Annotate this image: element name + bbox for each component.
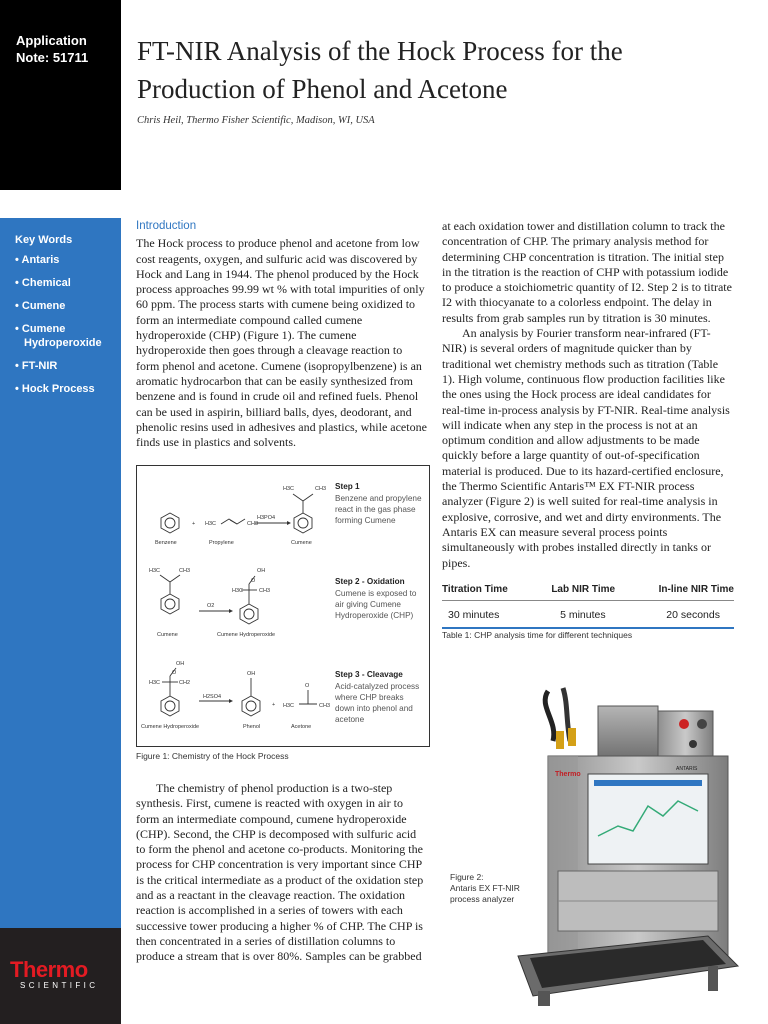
- step-3-desc: acetone: [335, 715, 365, 724]
- table-header-cell: Lab NIR Time: [551, 584, 616, 595]
- label-cumene-hydroperoxide: Cumene Hydroperoxide: [141, 724, 200, 730]
- keyword-item: • Cumene: [15, 300, 66, 312]
- label-h3c: H3C: [149, 680, 161, 686]
- cumene-ring: [161, 594, 179, 614]
- label-phenol: Phenol: [243, 724, 261, 730]
- page-title: FT-NIR Analysis of the Hock Process for the Production of Phenol and Acetone: [137, 36, 623, 104]
- intro-paragraph: The Hock process to produce phenol and acetone from low cost reagents, oxygen, and sulfuric acid was discovered by Hock and Lang in 1944. The phenol produced by the Hock process approaches 99.99 wt % with total impurities of only 60 ppm. The process starts with cumene being oxidized to form an intermediate compound called cumene hydroperoxide (CHP) (Figure 1). The cumene hydroperoxide then goes through a cleavage reaction to form phenol and acetone. Cumene (isopropylbenzene) is an aromatic hydrocarbon that can be easily synthesized from benzene and is found in crude oil and refined fuels. Phenol can be used in aspirin, billiard balls, dyes, deodorant, and phenolic resins used in adhesives and plastics, while acetone finds use in plastics and solvents.: [136, 236, 427, 450]
- label-propylene: Propylene: [209, 540, 234, 546]
- step-1-desc: Benzene and propylene: [335, 494, 422, 503]
- label-oh: OH: [176, 661, 185, 667]
- analysis-section: [442, 219, 734, 571]
- figure-2-caption: Figure 2: Antaris EX FT-NIR process analyzer: [450, 872, 520, 904]
- label-cumene: Cumene: [157, 632, 178, 638]
- step-3-desc: where CHP breaks: [335, 693, 404, 702]
- label-h3c: H3C: [283, 703, 295, 709]
- thermo-logo: Thermo: [10, 957, 88, 982]
- indicator-light-icon: [679, 719, 689, 729]
- keyword-item: • FT-NIR: [15, 360, 58, 372]
- table-1-caption: Table 1: CHP analysis time for different techniques: [442, 630, 633, 640]
- label-catalyst-h2so4: H2SO4: [203, 694, 222, 700]
- step-1-desc: forming Cumene: [335, 516, 396, 525]
- label-ch3: CH3: [319, 703, 331, 709]
- figure-1-caption: Figure 1: Chemistry of the Hock Process: [136, 751, 289, 761]
- analysis-time-table: [442, 584, 734, 629]
- benzene-ring: [161, 513, 179, 533]
- sidebar: [0, 0, 121, 1024]
- keywords-title: Key Words: [15, 234, 73, 246]
- analyzer-brand-label: Thermo: [555, 771, 581, 778]
- body-paragraph: at each oxidation tower and distillation column to track the concentration of CHP. The primary analysis method for determining CHP concentration is titration. The initial step in the titration is the reaction of CHP with potassium iodide to produce a stoichiometric quantity of I2. Step 2 is to titrate I2 with thiocyanate to a colorless endpoint. The delay in results from grab samples run by titration is 30 minutes.: [442, 219, 732, 325]
- label-reagent-o2: O2: [207, 603, 215, 609]
- label-ch2: CH2: [179, 680, 191, 686]
- step-2-desc: air giving Cumene: [335, 600, 401, 609]
- step-1-desc: react in the gas phase: [335, 505, 416, 514]
- label-h3c: H3C: [283, 486, 295, 492]
- label-cumene: Cumene: [291, 540, 312, 546]
- label-o: O: [305, 683, 310, 689]
- cumene-hydroperoxide-ring: [240, 604, 258, 624]
- author-line: Chris Heil, Thermo Fisher Scientific, Madison, WI, USA: [137, 115, 375, 126]
- table-row: [442, 601, 734, 629]
- step-2-desc: Hydroperoxide (CHP): [335, 611, 414, 620]
- keywords-list: [15, 234, 102, 405]
- label-h3c: H3C: [232, 588, 244, 594]
- label-cumene-hydroperoxide: Cumene Hydroperoxide: [217, 632, 276, 638]
- keyword-item: Hydroperoxide: [24, 337, 102, 349]
- keyword-item: • Cumene: [15, 323, 66, 335]
- cumene-ring: [294, 513, 312, 533]
- step-3-desc: Acid-catalyzed process: [335, 682, 420, 691]
- label-ch3: CH3: [259, 588, 271, 594]
- body-paragraph: The chemistry of phenol production is a two-step synthesis. First, cumene is reacted with oxygen in air to form an intermediate compound, cumene hydroperoxide (CHP). Second, the CHP is decomposed with sulfuric acid to form the phenol and acetone co-products. Monitoring the process for CHP concentration is very important since CHP is the critical intermediate as a product of the oxidation step and as a reactant in the cleavage reaction. The oxidation reaction is accomplished in a series of towers with each successive tower producing a higher % of CHP. The CHP is then concentrated in a series of distillation columns to produce a stream that is over 80%. Samples can be grabbed: [136, 781, 424, 964]
- table-header-cell: Titration Time: [442, 584, 508, 595]
- step-1-title: Step 1: [335, 482, 360, 491]
- sidebar-header-block: [0, 0, 121, 190]
- body-paragraph: An analysis by Fourier transform near-infrared (FT-NIR) is several orders of magnitude quicker than by traditional wet chemistry methods such as titration (Table 1). High volume, continuous flow production facilities like the ones using the Hock process are ideal candidates for real-time in-process analysis by FT-NIR. Real-time analysis will indicate when any step in the process is not at an optimum condition and allow adjustments to be made quickly before a large quantity of out-of-specification material is produced. Due to its hazard-certified enclosure, the Thermo Scientific Antaris™ EX FT-NIR process analyzer (Figure 2) is well suited for real-time analysis in explosive, corrosive, and wet and dirty environments. The Antaris EX can measure several process points simultaneously with probes installed directly in tanks or pipes.: [442, 326, 730, 570]
- table-cell: 30 minutes: [448, 609, 500, 621]
- label-acetone: Acetone: [291, 724, 312, 730]
- label-o: O: [172, 670, 177, 676]
- intro-section: [136, 219, 428, 450]
- step-2-desc: Cumene is exposed to: [335, 589, 417, 598]
- plus-sign: +: [272, 702, 276, 708]
- table-header-cell: In-line NIR Time: [658, 584, 734, 595]
- keyword-item: • Antaris: [15, 254, 60, 266]
- table-cell: 20 seconds: [666, 609, 720, 621]
- label-oh: OH: [247, 671, 256, 677]
- label-o: O: [251, 578, 256, 584]
- hock-process-diagram: [137, 466, 429, 746]
- keyword-item: • Hock Process: [15, 383, 95, 395]
- label-catalyst-h3po4: H3PO4: [257, 515, 276, 521]
- label-h3c: H3C: [149, 568, 161, 574]
- step-3-desc: down into phenol and: [335, 704, 413, 713]
- label-ch3: CH3: [315, 486, 327, 492]
- phenol-ring: [242, 696, 260, 716]
- section-heading: Introduction: [136, 220, 197, 232]
- step-3-title: Step 3 - Cleavage: [335, 670, 403, 679]
- table-header-row: [442, 584, 734, 601]
- scientific-logo-text: SCIENTIFIC: [20, 981, 99, 990]
- chemistry-section: [136, 781, 428, 965]
- label-ch3: CH3: [179, 568, 191, 574]
- analyzer-model-label: ANTARIS: [676, 766, 698, 772]
- application-note-label: Application Note: 51711: [16, 33, 89, 65]
- cumene-hydroperoxide-ring: [161, 696, 179, 716]
- antaris-analyzer-image: [508, 666, 746, 1010]
- label-oh: OH: [257, 568, 266, 574]
- plus-sign: +: [192, 521, 196, 527]
- keyword-item: • Chemical: [15, 277, 71, 289]
- table-cell: 5 minutes: [560, 609, 606, 621]
- step-2-title: Step 2 - Oxidation: [335, 577, 405, 586]
- label-ch3: CH3: [247, 521, 259, 527]
- label-h3c: H3C: [205, 521, 217, 527]
- label-benzene: Benzene: [155, 540, 177, 546]
- figure-1-box: [136, 465, 430, 747]
